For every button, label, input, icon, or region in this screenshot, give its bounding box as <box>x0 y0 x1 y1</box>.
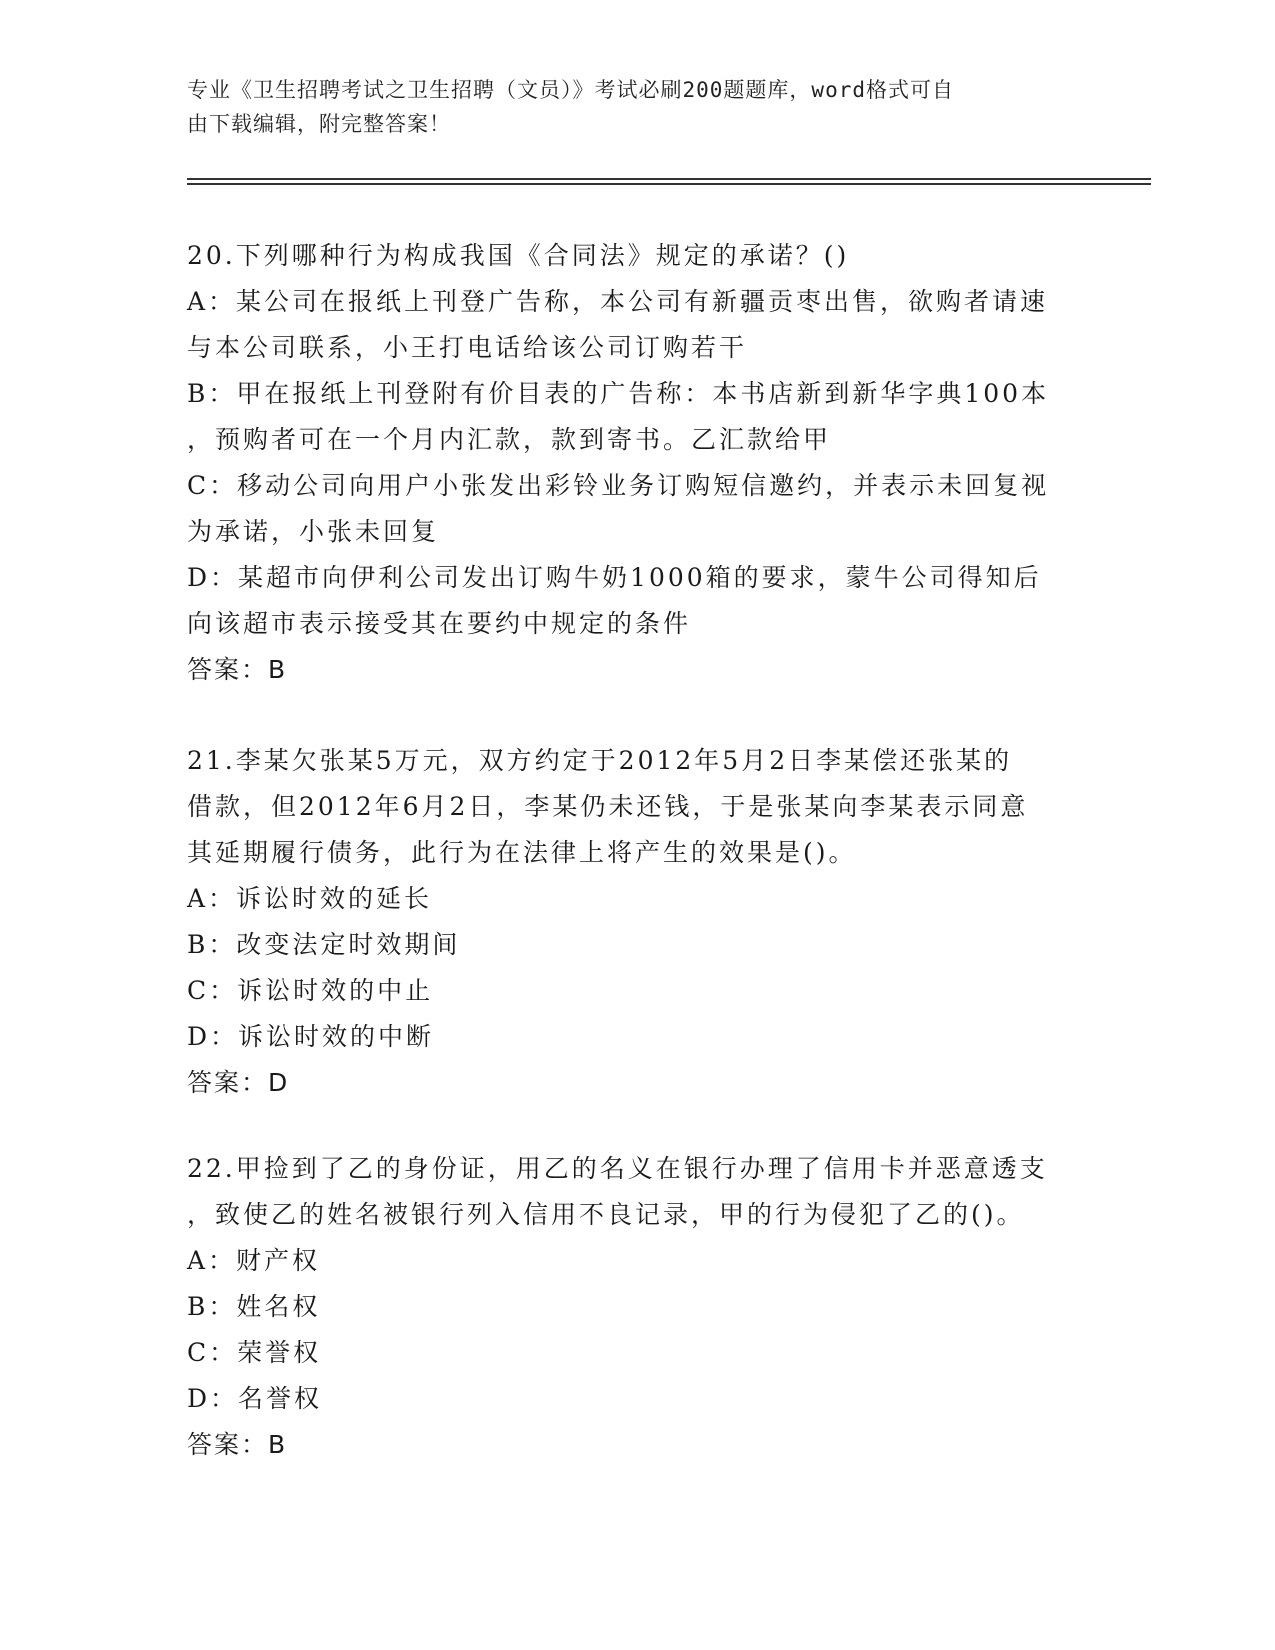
answer-label: 答案：D <box>187 1068 290 1097</box>
question-21 <box>187 738 1087 1106</box>
question-stem: 借款，但2012年6月2日，李某仍未还钱，于是张某向李某表示同意 <box>187 792 1029 821</box>
option-d: D：诉讼时效的中断 <box>187 1022 435 1051</box>
option-c <box>187 463 1087 555</box>
option-line: 为承诺，小张未回复 <box>187 517 440 546</box>
header-line: 由下载编辑，附完整答案！ <box>187 112 451 136</box>
question-stem: 20.下列哪种行为构成我国《合同法》规定的承诺？() <box>187 241 850 270</box>
header-divider <box>187 183 1151 185</box>
option-b: B：改变法定时效期间 <box>187 930 461 959</box>
option-a <box>187 279 1087 371</box>
option-c: C：诉讼时效的中止 <box>187 976 434 1005</box>
question-stem: 21.李某欠张某5万元，双方约定于2012年5月2日李某偿还张某的 <box>187 746 1013 775</box>
option-line: ，预购者可在一个月内汇款，款到寄书。乙汇款给甲 <box>187 425 832 454</box>
option-d: D：名誉权 <box>187 1384 323 1413</box>
option-a: A：财产权 <box>187 1246 321 1275</box>
option-line: D：某超市向伊利公司发出订购牛奶1000箱的要求，蒙牛公司得知后 <box>187 563 1042 592</box>
option-c: C：荣誉权 <box>187 1338 322 1367</box>
answer-label: 答案：B <box>187 1430 288 1459</box>
header-line: 专业《卫生招聘考试之卫生招聘（文员）》考试必刷200题题库，word格式可自 <box>187 78 954 102</box>
answer-label: 答案：B <box>187 655 288 684</box>
document-header <box>187 73 1067 141</box>
header-divider <box>187 178 1151 180</box>
option-line: 向该超市表示接受其在要约中规定的条件 <box>187 609 692 638</box>
option-line: 与本公司联系，小王打电话给该公司订购若干 <box>187 333 748 362</box>
question-stem: ，致使乙的姓名被银行列入信用不良记录，甲的行为侵犯了乙的()。 <box>187 1200 1025 1229</box>
option-line: C：移动公司向用户小张发出彩铃业务订购短信邀约，并表示未回复视 <box>187 471 1050 500</box>
option-line: B：甲在报纸上刊登附有价目表的广告称：本书店新到新华字典100本 <box>187 379 1050 408</box>
option-b: B：姓名权 <box>187 1292 321 1321</box>
question-20 <box>187 233 1087 693</box>
option-d <box>187 555 1087 647</box>
question-22 <box>187 1146 1087 1468</box>
question-stem: 其延期履行债务，此行为在法律上将产生的效果是()。 <box>187 838 857 867</box>
option-a: A：诉讼时效的延长 <box>187 884 433 913</box>
option-b <box>187 371 1087 463</box>
question-stem: 22.甲捡到了乙的身份证，用乙的名义在银行办理了信用卡并恶意透支 <box>187 1154 1048 1183</box>
option-line: A：某公司在报纸上刊登广告称，本公司有新疆贡枣出售，欲购者请速 <box>187 287 1049 316</box>
